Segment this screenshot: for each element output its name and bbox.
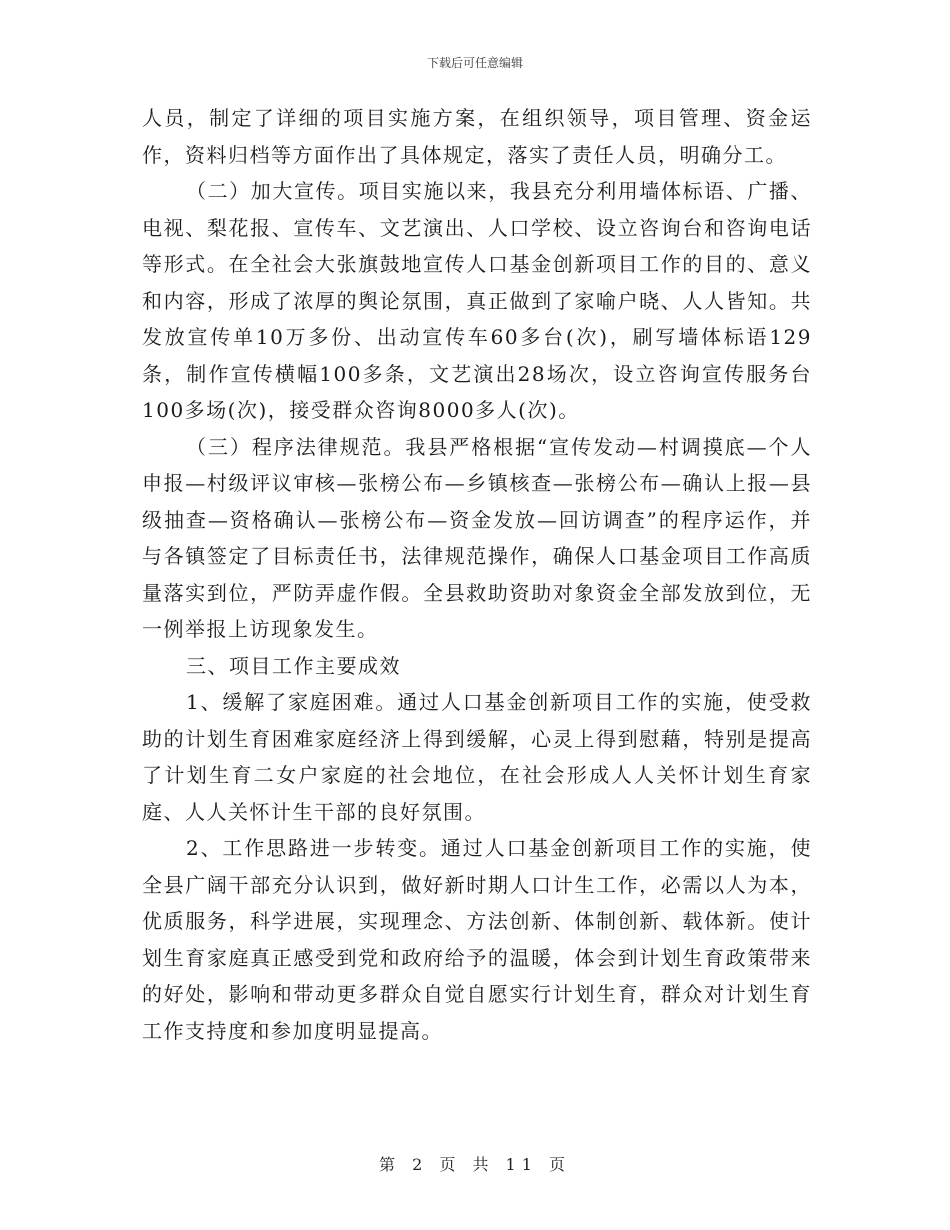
page-header: 下载后可任意编辑: [426, 56, 523, 70]
paragraph-result-2: 2、工作思路进一步转变。通过人口基金创新项目工作的实施，使全县广阔干部充分认识到，做好新时期人口计生工作，必需以人为本，优质服务，科学进展，实现理念、方法创新、体制创新、载体新。使计划生育家庭真正感受到党和政府给予的温暖，体会到计划生育政策带来的好处，影响和带动更多群众自觉自愿实行计划生育，群众对计划生育工作支持度和参加度明显提高。: [142, 836, 812, 1043]
paragraph-procedure: （三）程序法律规范。我县严格根据“宣传发动—村调摸底—个人申报—村级评议审核—张榜公布—乡镇核查—张榜公布—确认上报—县级抽查—资格确认—张榜公布—资金发放—回访调查”的程序运作，并与各镇签定了目标责任书，法律规范操作，确保人口基金项目工作高质量落实到位，严防弄虚作假。全县救助资助对象资金全部发放到位，无一例举报上访现象发生。: [142, 434, 812, 641]
paragraph-publicity: （二）加大宣传。项目实施以来，我县充分利用墙体标语、广播、电视、梨花报、宣传车、文艺演出、人口学校、设立咨询台和咨询电话等形式。在全社会大张旗鼓地宣传人口基金创新项目工作的目的、意义和内容，形成了浓厚的舆论氛围，真正做到了家喻户晓、人人皆知。共发放宣传单10万多份、出动宣传车60多台(次)，刷写墙体标语129条，制作宣传横幅100多条，文艺演出28场次，设立咨询宣传服务台100多场(次)，接受群众咨询8000多人(次)。: [142, 179, 812, 422]
section-heading-results: 三、项目工作主要成效: [186, 653, 401, 678]
paragraph-result-1: 1、缓解了家庭困难。通过人口基金创新项目工作的实施，使受救助的计划生育困难家庭经济上得到缓解，心灵上得到慰藉，特别是提高了计划生育二女户家庭的社会地位，在社会形成人人关怀计划生育家庭、人人关怀计生干部的良好氛围。: [142, 690, 812, 824]
document-body: [142, 100, 812, 1049]
paragraph-continuation: 人员，制定了详细的项目实施方案，在组织领导，项目管理、资金运作，资料归档等方面作出了具体规定，落实了责任人员，明确分工。: [142, 106, 812, 167]
page-number-footer: 第 2 页 共 11 页: [379, 1155, 571, 1174]
